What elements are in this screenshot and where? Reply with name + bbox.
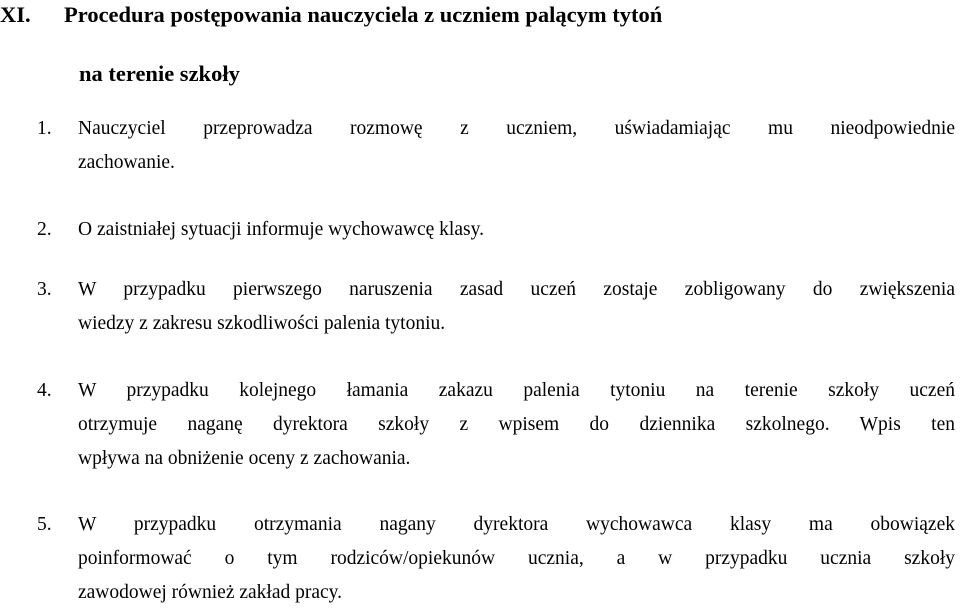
list-item-number: 2. — [37, 219, 52, 240]
list-item-line: otrzymuje naganę dyrektora szkoły z wpisem do dziennika szkolnego. Wpis ten — [78, 414, 955, 435]
list-item-line: zawodowej również zakład pracy. — [78, 582, 343, 603]
list-item — [37, 273, 955, 341]
list-item-number: 5. — [37, 514, 52, 535]
list-item-line: wiedzy z zakresu szkodliwości palenia tytoniu. — [78, 313, 446, 334]
list-item-line: zachowanie. — [78, 152, 175, 173]
list-item-line: W przypadku otrzymania nagany dyrektora wychowawca klasy ma obowiązek — [78, 514, 955, 535]
list-item — [37, 213, 955, 247]
list-item — [37, 112, 955, 180]
list-item-line: W przypadku kolejnego łamania zakazu palenia tytoniu na terenie szkoły uczeń — [78, 380, 955, 401]
list-item-line: wpływa na obniżenie oceny z zachowania. — [78, 448, 411, 469]
section-heading — [0, 0, 662, 30]
list-item-number: 1. — [37, 118, 52, 139]
list-item-number: 3. — [37, 279, 52, 300]
list-item-line: O zaistniałej sytuacji informuje wychowawcę klasy. — [78, 219, 484, 240]
section-title-line2: na terenie szkoły — [79, 61, 240, 86]
section-number: XI. — [0, 2, 31, 27]
list-item-line: W przypadku pierwszego naruszenia zasad uczeń zostaje zobligowany do zwiększenia — [78, 279, 955, 300]
list-item — [37, 508, 955, 610]
list-item-line: poinformować o tym rodziców/opiekunów ucznia, a w przypadku ucznia szkoły — [78, 548, 955, 569]
section-title-line1: Procedura postępowania nauczyciela z uczniem palącym tytoń — [64, 2, 663, 27]
list-item-line: Nauczyciel przeprowadza rozmowę z uczniem, uświadamiając mu nieodpowiednie — [78, 118, 955, 139]
list-item-number: 4. — [37, 380, 52, 401]
list-item — [37, 374, 955, 476]
